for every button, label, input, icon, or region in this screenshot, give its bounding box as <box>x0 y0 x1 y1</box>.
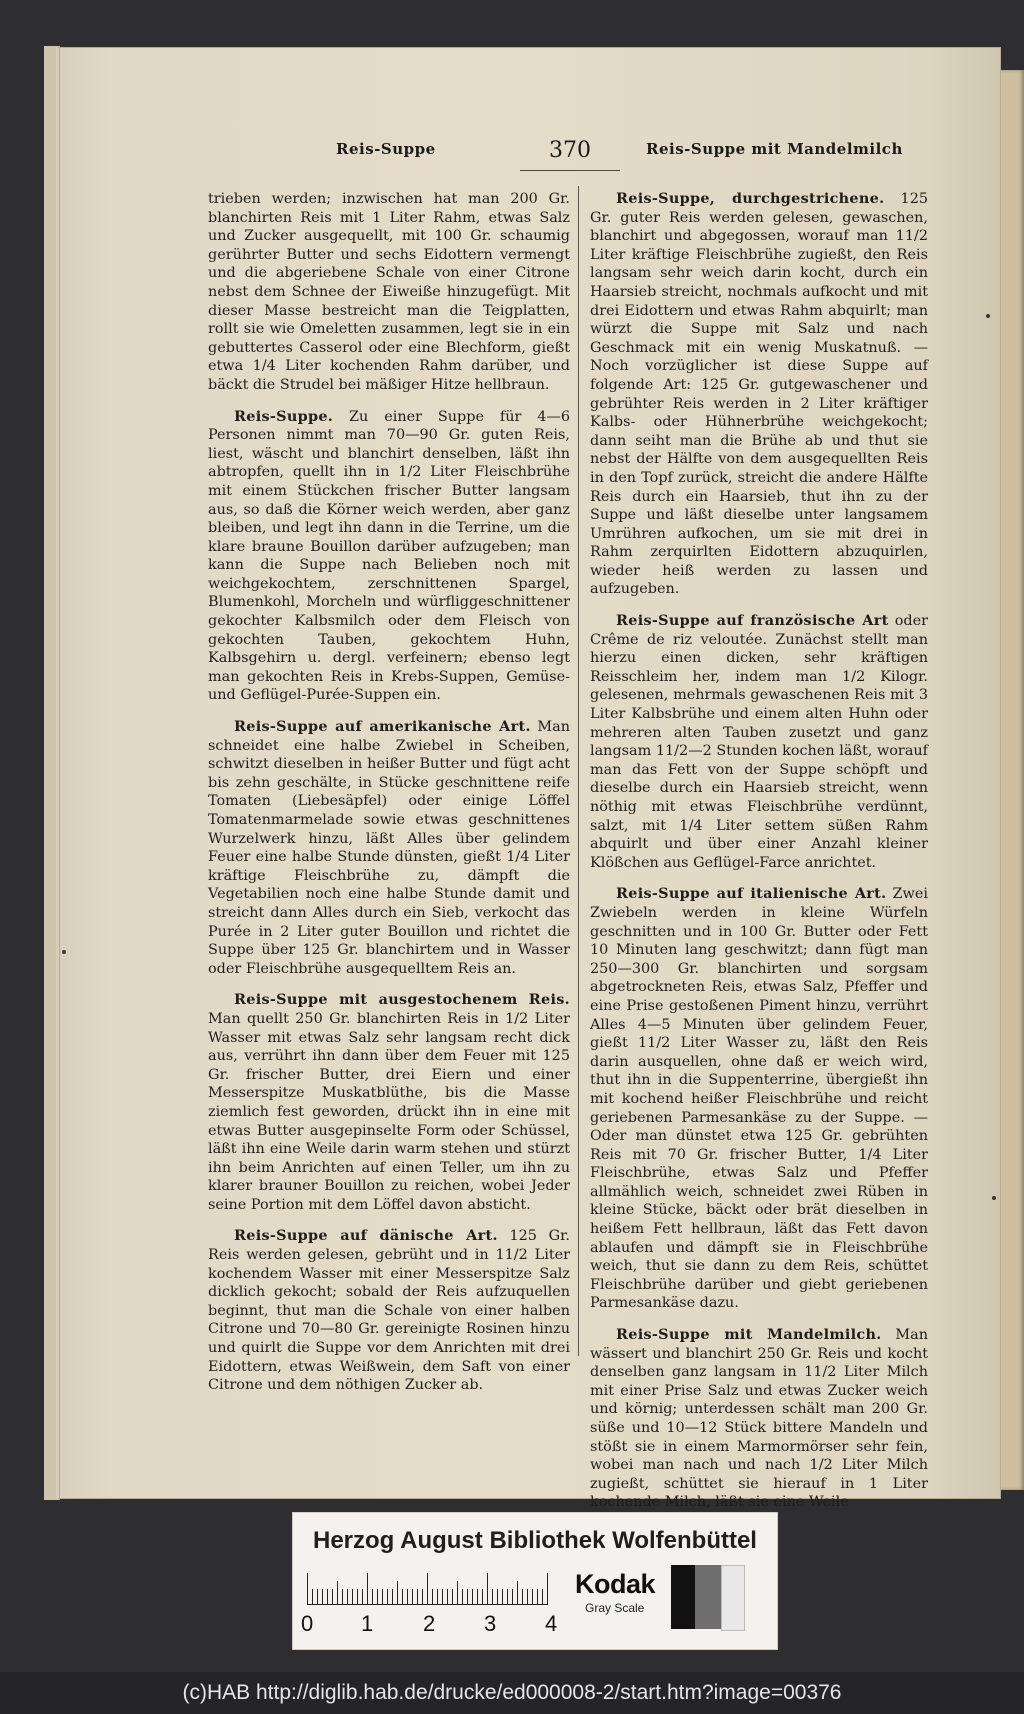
recipe-entry <box>590 1326 928 1512</box>
ruler-tick <box>507 1589 508 1605</box>
recipe-heading: Reis-Suppe mit Mandelmilch. <box>616 1326 882 1344</box>
ruler-tick <box>437 1589 438 1605</box>
ruler-tick <box>462 1589 463 1605</box>
ruler-tick <box>392 1589 393 1605</box>
recipe-entry <box>590 885 928 1313</box>
ruler-tick <box>327 1589 328 1605</box>
ruler-tick <box>457 1581 458 1605</box>
recipe-text: 125 Gr. Reis werden gelesen, gebrüht und in 11/2 Liter kochendem Wasser mit einer Messerspitze Salz dicklich gekocht; sobald der Reis aufzuquellen beginnt, thut man die Schale von einer halben Citrone und 70—80 Gr. gereinigte Rosinen hinzu und quirlt die Suppe vor dem Anrichten mit drei Eidottern, etwas Weißwein, dem Saft von einer Citrone und dem nöthigen Zucker ab. <box>208 1228 571 1394</box>
ruler-tick <box>377 1589 378 1605</box>
recipe-heading: Reis-Suppe. <box>234 407 334 425</box>
recipe-text: Man quellt 250 Gr. blanchirten Reis in 1/2 Liter Wasser mit etwas Salz sehr langsam recht dick aus, verrührt ihn dann über dem Feuer mit 125 Gr. frischer Butter, drei Eiern und einer Messerspitze Muskatblüthe, bis die Masse ziemlich fest geworden, drückt ihn in eine mit etwas Butter ausgepinselte Form oder Schüssel, läßt ihn eine Weile darin warm stehen und stürzt ihn beim Anrichten auf einen Teller, um ihn zu klarer brauner Bouillon zu reichen, wobei Jeder seine Portion mit dem Löffel davon absticht. <box>208 1010 570 1213</box>
scale-numbers <box>301 1611 567 1637</box>
recipe-entry <box>590 612 928 872</box>
recipe-text: Man wässert und blanchirt 250 Gr. Reis und kocht denselben ganz langsam in 11/2 Liter Milch mit einer Prise Salz und etwas Zucker weich und körnig; unterdessen schält man 200 Gr. süße und 10—12 Stück bittere Mandeln und stößt sie in einem Marmormörser sehr fein, wobei man nach und nach 1/2 Liter Milch zugießt, schüttet sie hierauf in 1 Liter kochende Milch, läßt sie eine Weile <box>590 1327 928 1511</box>
ruler-tick <box>422 1589 423 1605</box>
scale-number: 0 <box>301 1611 314 1636</box>
recipe-entry <box>208 991 570 1214</box>
ruler-tick <box>417 1589 418 1605</box>
ruler-tick <box>527 1589 528 1605</box>
ruler-tick <box>467 1589 468 1605</box>
page-number-rule <box>520 170 620 171</box>
left-column <box>208 190 570 1408</box>
gray-swatch-black <box>671 1565 695 1629</box>
ruler-tick <box>357 1589 358 1605</box>
recipe-entry <box>208 1227 570 1394</box>
ruler-tick <box>427 1573 428 1605</box>
ruler-tick <box>432 1589 433 1605</box>
paragraph-text: trieben werden; inzwischen hat man 200 Gr. blanchirten Reis mit 1 Liter Rahm, etwas Salz und Zucker ausgequellt, mit 100 Gr. schaumig gerührter Butter und sechs Eidottern vermengt und die abgeriebene Schale von einer Citrone nebst dem Schnee der Eiweiße hinzugefügt. Mit dieser Masse bestreicht man die Teigplatten, rollt sie wie Omeletten zusammen, legt sie in ein gebuttertes Casserol oder eine Blechform, gießt etwa 1/4 Liter kochenden Rahm darüber, und bäckt die Strudel bei mäßiger Hitze hellbraun. <box>208 191 570 393</box>
ruler-tick <box>442 1589 443 1605</box>
source-footer: (c)HAB http://diglib.hab.de/drucke/ed000008-2/start.htm?image=00376 <box>0 1672 1024 1714</box>
scale-number: 4 <box>545 1611 558 1636</box>
library-label <box>292 1512 778 1650</box>
recipe-text: Zu einer Suppe für 4—6 Personen nimmt man 70—90 Gr. guten Reis, liest, wäscht und blanchirt denselben, läßt ihn abtropfen, quellt ihn in 1/2 Liter Fleischbrühe mit einem Stückchen frischer Butter langsam aus, so daß die Körner weich werden, aber ganz bleiben, und legt ihn dann in die Terrine, um die klare braune Bouillon darüber aufzugeben; man kann die Suppe nach Belieben noch mit weichgekochtem, zerschnittenen Spargel, Blumenkohl, Morcheln und würfliggeschnittener gekochter Kalbsmilch oder dem Fleisch von gekochten Tauben, gekochtem Huhn, Kalbsgehirn u. dergl. verfeinern; ebenso legt man gekochten Reis in Krebs-Suppen, Gemüse- und Geflügel-Purée-Suppen ein. <box>208 408 570 704</box>
paragraph <box>208 190 570 395</box>
ruler-tick <box>317 1589 318 1605</box>
ruler-tick <box>497 1589 498 1605</box>
scale-ruler <box>307 1571 547 1605</box>
recipe-heading: Reis-Suppe mit ausgestochenem Reis. <box>234 991 570 1009</box>
ruler-tick <box>502 1589 503 1605</box>
recipe-entry <box>208 408 570 706</box>
recipe-heading: Reis-Suppe auf italienische Art. <box>616 885 887 903</box>
ruler-tick <box>387 1589 388 1605</box>
recipe-text: Man schneidet eine halbe Zwiebel in Scheiben, schwitzt dieselben in heißer Butter und fügt acht bis zehn geschälte, in Stücke geschnittene reife Tomaten (Liebesäpfel) oder einige Löffel Tomatenmarmelade sowie etwas geschnittenes Wurzelwerk hinzu, läßt Alles über gelindem Feuer eine halbe Stunde dünsten, gießt 1/4 Liter kräftige Fleischbrühe zu, dämpft die Vegetabilien noch eine halbe Stunde damit und streicht dann Alles durch ein Sieb, verkocht das Purée in 2 Liter guter Bouillon und richtet die Suppe über 125 Gr. blanchirtem und in Wasser oder Fleischbrühe ausgequelltem Reis an. <box>208 719 570 977</box>
library-name: Herzog August Bibliothek Wolfenbüttel <box>313 1527 757 1554</box>
ruler-tick <box>452 1589 453 1605</box>
ruler-tick <box>372 1589 373 1605</box>
page-number: 370 <box>549 138 591 163</box>
gray-scale-caption: Gray Scale <box>585 1601 645 1615</box>
ruler-tick <box>547 1573 548 1605</box>
scale-number: 2 <box>423 1611 436 1636</box>
ruler-tick <box>477 1589 478 1605</box>
ruler-tick <box>382 1589 383 1605</box>
margin-mark <box>992 1196 996 1200</box>
ruler-tick <box>487 1573 488 1605</box>
recipe-text: 125 Gr. guter Reis werden gelesen, gewaschen, blanchirt und abgegossen, worauf man 11/2 Liter kräftige Fleischbrühe zugießt, den Reis langsam sehr weich darin kocht, durch ein Haarsieb streicht, nochmals aufkocht und mit drei Eidottern und etwas Rahm abquirlt; man würzt die Suppe mit Salz und nach Geschmack mit ein wenig Muskatnuß. — Noch vorzüglicher ist diese Suppe auf folgende Art: 125 Gr. gutgewaschener und gebrühter Reis werden in 2 Liter kräftiger Kalbs- oder Hühnerbrühe weichgekocht; dann seiht man die Brühe ab und thut sie nebst der Hälfte von dem ausgequellten Reis in den Topf zurück, streicht die andere Hälfte Reis durch ein Haarsieb, thut ihn zu der Suppe und läßt dieselbe unter langsamem Umrühren aufkochen, um sie mit drei in Rahm zerquirlten Eidottern abzuquirlen, wieder heiß werden zu lassen und aufzugeben. <box>590 191 929 598</box>
ruler-tick <box>512 1589 513 1605</box>
recipe-entry <box>208 718 570 978</box>
ruler-tick <box>472 1589 473 1605</box>
ruler-tick <box>342 1589 343 1605</box>
right-column <box>590 190 928 1525</box>
recipe-heading: Reis-Suppe auf französische Art <box>616 612 889 630</box>
ruler-tick <box>407 1589 408 1605</box>
running-header-right: Reis-Suppe mit Mandelmilch <box>646 140 903 158</box>
ruler-tick <box>532 1589 533 1605</box>
ruler-tick <box>517 1581 518 1605</box>
recipe-heading: Reis-Suppe, durchgestrichene. <box>616 190 885 207</box>
ruler-tick <box>447 1589 448 1605</box>
running-header-left: Reis-Suppe <box>336 140 436 158</box>
recipe-text: Zwei Zwiebeln werden in kleine Würfeln geschnitten und in 100 Gr. Butter oder Fett 10 Minuten lang geschwitzt; dann fügt man 250—300 Gr. blanchirten und sorgsam abgetrockneten Reis, etwas Salz, Pfeffer und eine Prise gestoßenen Piment hinzu, verrührt Alles 4—5 Minuten über gelindem Feuer, gießt 11/2 Liter Wasser zu, läßt den Reis darin ausquellen, ohne daß er weich wird, thut ihn in die Suppenterrine, übergießt ihn mit kochend heißer Fleischbrühe und reicht geriebenen Parmesankäse zu der Suppe. — Oder man dünstet etwa 125 Gr. gebrühten Reis mit 70 Gr. frischer Butter, 1/4 Liter Fleischbrühe, etwas Salz und Pfeffer allmählich weich, schneidet zwei Rüben in kleine Stücke, bäckt oder brät dieselben in heißem Fett hellbraun, läßt das Fett davon ablaufen und dämpft sie in Fleischbrühe weich, thut sie dann zu dem Reis, schüttet Fleischbrühe darüber und giebt geriebenen Parmesankäse dazu. <box>590 886 928 1312</box>
ruler-tick <box>402 1589 403 1605</box>
ruler-tick <box>337 1581 338 1605</box>
ruler-tick <box>522 1589 523 1605</box>
ruler-tick <box>362 1589 363 1605</box>
ruler-tick <box>412 1589 413 1605</box>
ruler-tick <box>367 1573 368 1605</box>
recipe-entry <box>590 190 928 599</box>
ruler-tick <box>482 1589 483 1605</box>
gray-swatch-mid <box>695 1565 721 1629</box>
ruler-tick <box>347 1589 348 1605</box>
ruler-tick <box>307 1573 308 1605</box>
ruler-tick <box>352 1589 353 1605</box>
margin-mark <box>62 950 66 954</box>
recipe-heading: Reis-Suppe auf dänische Art. <box>234 1227 498 1245</box>
recipe-text: oder Crême de riz veloutée. Zunächst stellt man hierzu einen dicken, sehr kräftigen Reisschleim her, indem man 1/2 Kilogr. gelesenen, mehrmals gewaschenen Reis mit 3 Liter Kalbsbrühe und einem alten Huhn oder mehreren alten Tauben zusetzt und ganz langsam 11/2—2 Stunden kochen läßt, worauf man das Fett von der Suppe schöpft und dieselbe durch ein Haarsieb streicht, wenn nöthig mit etwas Fleischbrühe verdünnt, salzt, mit 1/4 Liter settem süßen Rahm abquirlt und über einer Anzahl kleiner Klößchen aus Geflügel-Farce anrichtet. <box>590 613 928 871</box>
recipe-heading: Reis-Suppe auf amerikanische Art. <box>234 718 531 736</box>
column-divider <box>578 186 579 1356</box>
ruler-tick <box>542 1589 543 1605</box>
ruler-tick <box>537 1589 538 1605</box>
gray-swatch-light <box>721 1565 745 1631</box>
scale-number: 3 <box>484 1611 497 1636</box>
kodak-logo: Kodak <box>575 1569 656 1599</box>
ruler-tick <box>397 1581 398 1605</box>
ruler-tick <box>332 1589 333 1605</box>
ruler-tick <box>492 1589 493 1605</box>
ruler-tick <box>322 1589 323 1605</box>
ruler-tick <box>312 1589 313 1605</box>
margin-mark <box>986 314 990 318</box>
scale-number: 1 <box>361 1611 374 1636</box>
